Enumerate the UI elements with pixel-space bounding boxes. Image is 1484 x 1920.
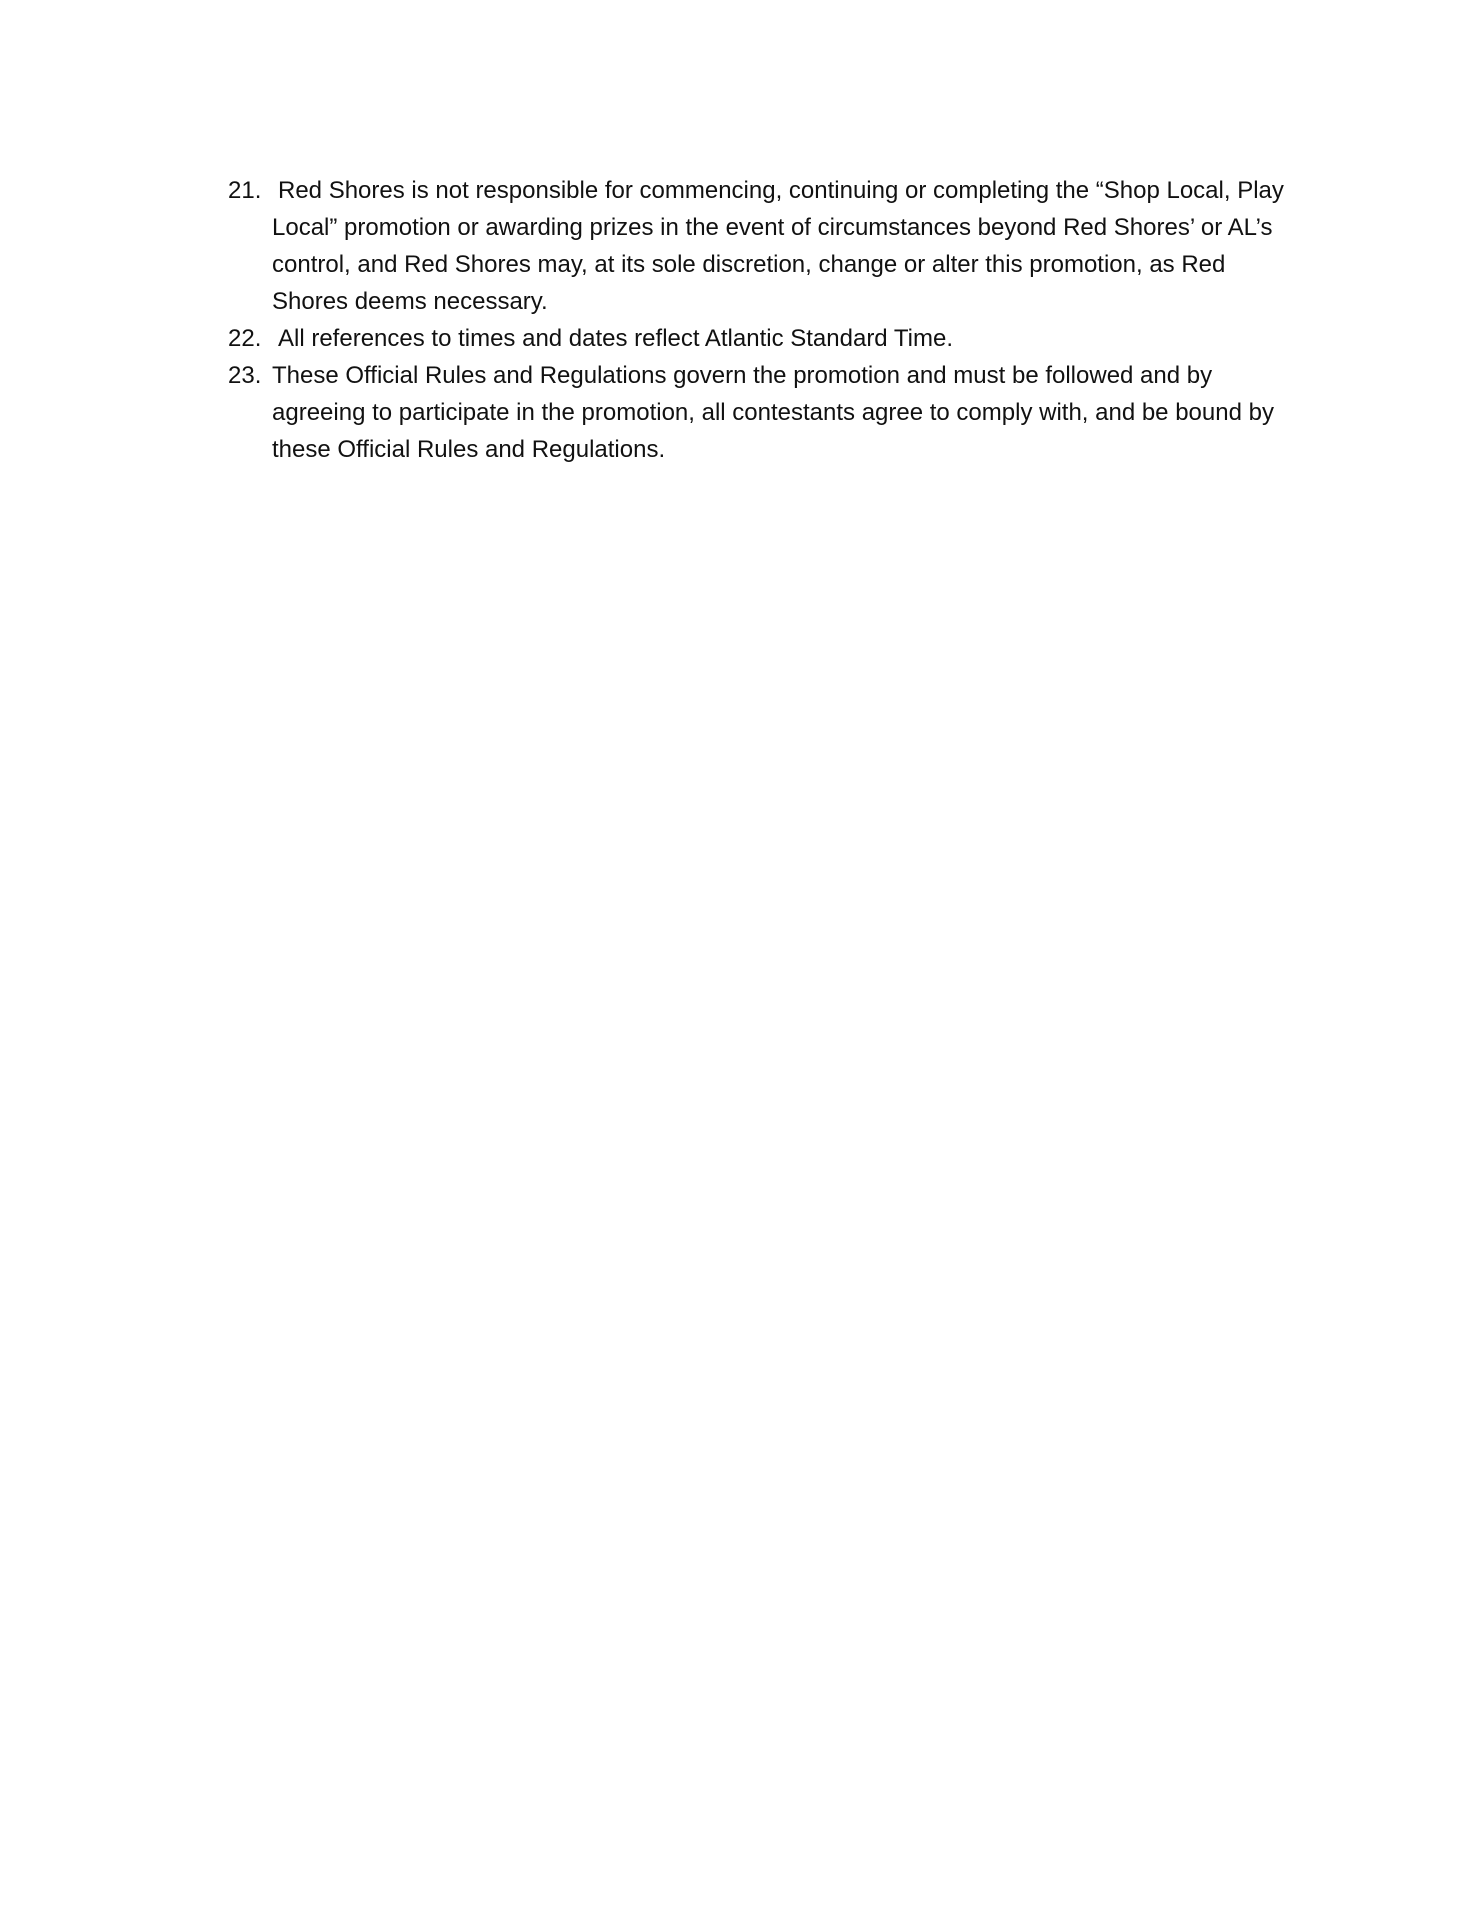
- rule-item-23: [228, 357, 1308, 468]
- rules-list: [228, 172, 1308, 468]
- rule-number: 21.: [228, 177, 262, 204]
- rule-text: All references to times and dates reflect Atlantic Standard Time.: [278, 325, 953, 352]
- rule-item-22: [228, 320, 1308, 357]
- rule-item-21: [228, 172, 1308, 320]
- rule-text: These Official Rules and Regulations govern the promotion and must be followed and by agreeing to participate in the promotion, all contestants agree to comply with, and be bound by these Official Rules and Regulations.: [272, 362, 1274, 463]
- rule-text: Red Shores is not responsible for commencing, continuing or completing the “Shop Local, Play Local” promotion or awarding prizes in the event of circumstances beyond Red Shores’ or AL’s control, and Red Shores may, at its sole discretion, change or alter this promotion, as Red Shores deems necessary.: [272, 177, 1284, 315]
- rule-number: 23.: [228, 362, 262, 389]
- rule-number: 22.: [228, 325, 262, 352]
